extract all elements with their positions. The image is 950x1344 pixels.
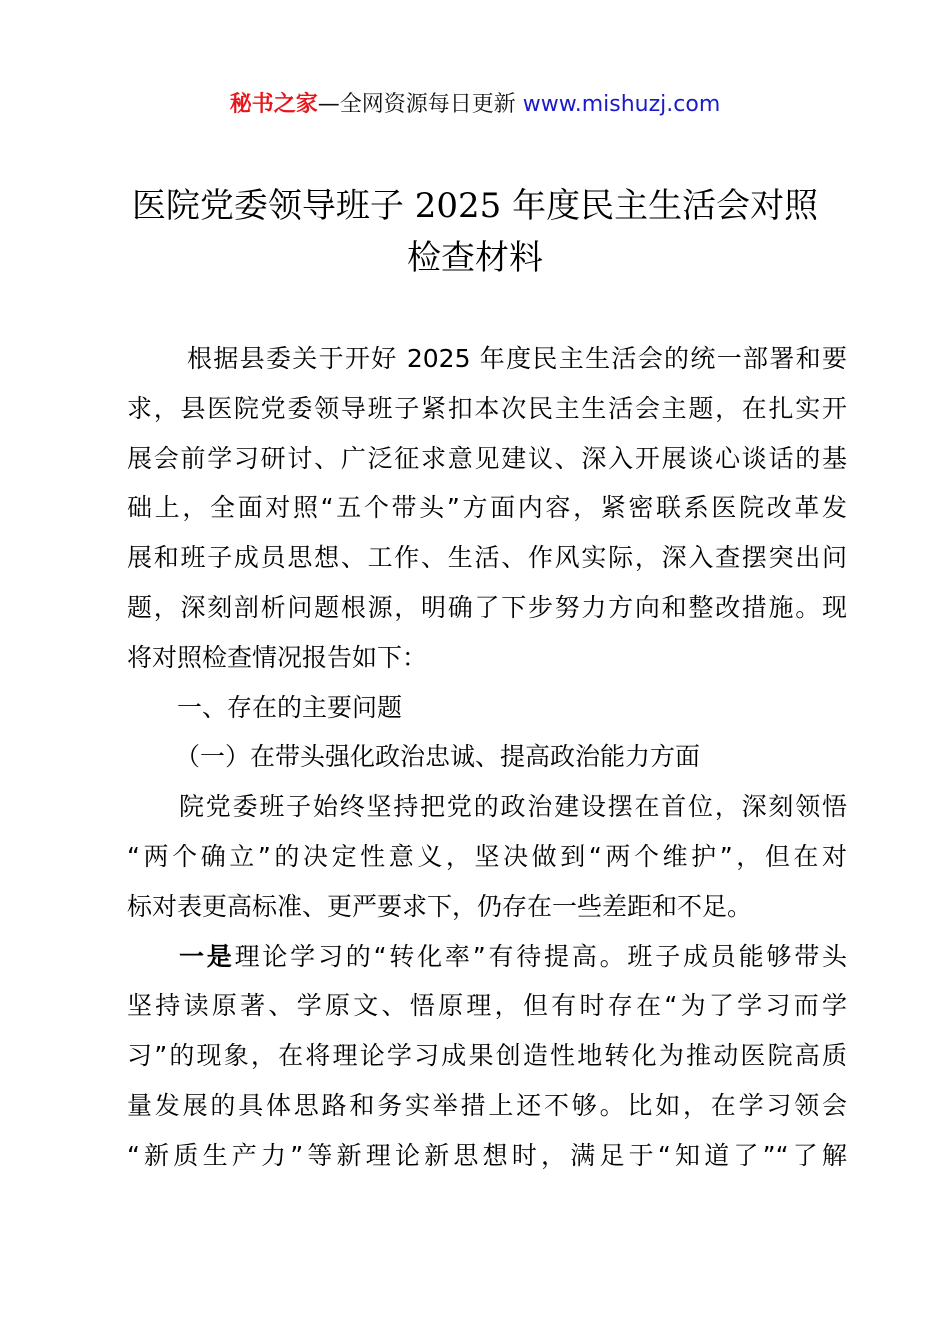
paragraph-line: 院党委班子始终坚持把党的政治建设摆在首位，深刻领悟 [179, 792, 847, 822]
document-body [127, 334, 847, 1181]
point-line: 习”的现象，在将理论学习成果创造性地转化为推动医院高质 [127, 1041, 847, 1071]
header-slogan: —全网资源每日更新 [317, 92, 516, 117]
intro-line: 展和班子成员思想、工作、生活、作风实际，深入查摆突出问 [127, 543, 847, 573]
paragraph-line: 标对表更高标准、更严要求下，仍存在一些差距和不足。 [127, 891, 753, 921]
website-link[interactable]: www.mishuzj.com [522, 92, 721, 117]
point-lead: 一是 [179, 941, 235, 971]
document-title [0, 180, 950, 284]
subsection-heading: （一）在带头强化政治忠诚、提高政治能力方面 [175, 742, 701, 772]
section-heading: 一、存在的主要问题 [177, 692, 403, 722]
point-line: “新质生产力”等新理论新思想时，满足于“知道了”“了解 [127, 1140, 847, 1170]
title-line-2: 检查材料 [407, 238, 543, 278]
intro-line: 将对照检查情况报告如下： [127, 642, 428, 672]
title-line-1: 医院党委领导班子 2025 年度民主生活会对照 [131, 186, 819, 226]
intro-line: 题，深刻剖析问题根源，明确了下步努力方向和整改措施。现 [127, 592, 847, 622]
point-line: 坚持读原著、学原文、悟原理，但有时存在“为了学习而学 [127, 991, 847, 1021]
intro-line: 展会前学习研讨、广泛征求意见建议、深入开展谈心谈话的基 [127, 443, 847, 473]
intro-line: 求，县医院党委领导班子紧扣本次民主生活会主题，在扎实开 [127, 393, 847, 423]
point-line: 量发展的具体思路和务实举措上还不够。比如，在学习领会 [127, 1090, 847, 1120]
brand-name: 秘书之家 [229, 92, 318, 117]
intro-line: 根据县委关于开好 2025 年度民主生活会的统一部署和要 [187, 344, 847, 373]
point-line [127, 932, 847, 982]
site-header [0, 88, 950, 122]
paragraph-line: “两个确立”的决定性意义，坚决做到“两个维护”，但在对 [127, 841, 847, 871]
point-text: 理论学习的“转化率”有待提高。班子成员能够带头 [234, 941, 847, 971]
intro-line: 础上，全面对照“五个带头”方面内容，紧密联系医院改革发 [127, 493, 847, 523]
